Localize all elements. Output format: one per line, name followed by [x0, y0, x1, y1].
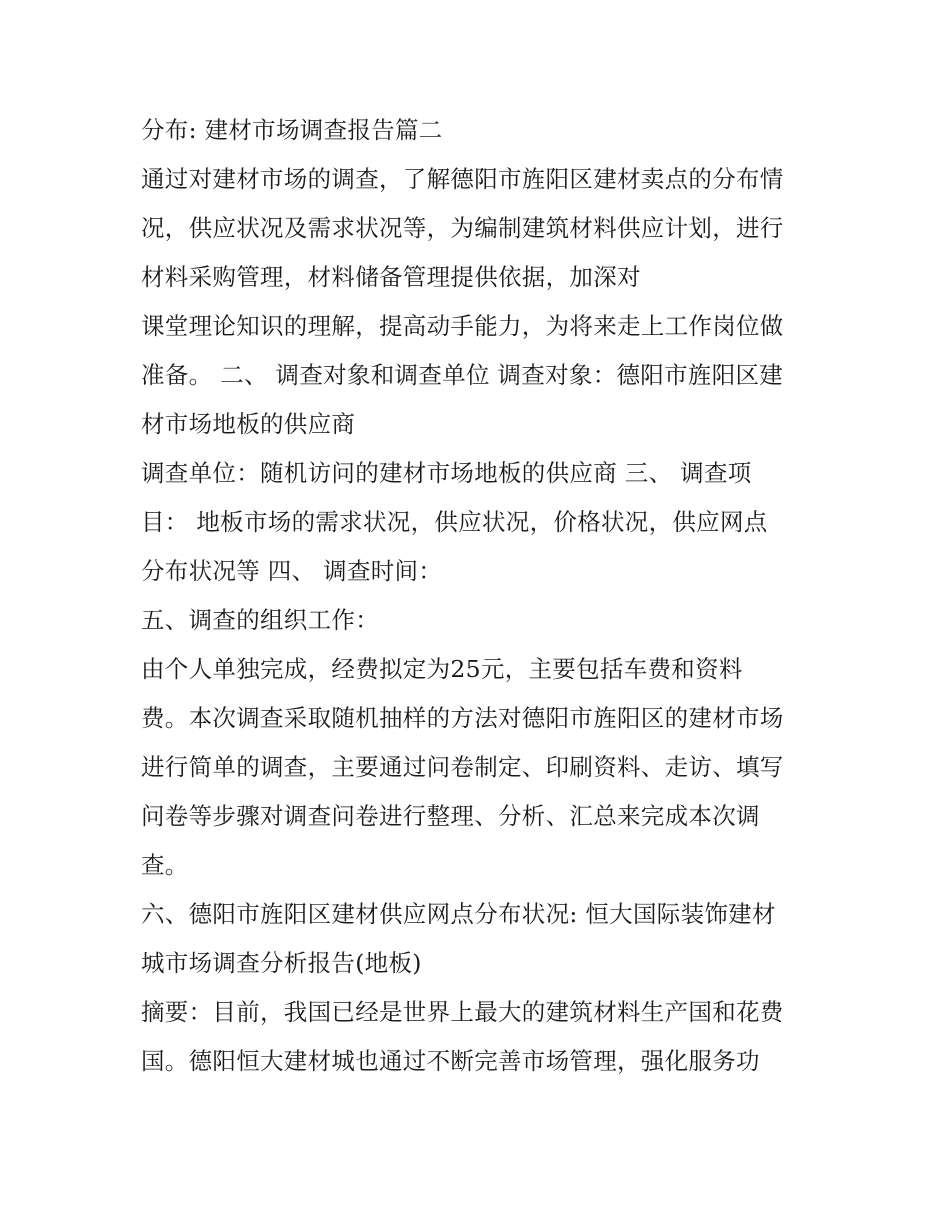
text-line: 查。	[141, 851, 189, 879]
text-line: 目： 地板市场的需求状况，供应状况，价格状况，供应网点	[141, 508, 768, 536]
text-line: 材料采购管理，材料储备管理提供依据，加深对	[141, 263, 641, 291]
text-line: 通过对建材市场的调查，了解德阳市旌阳区建材卖点的分布情	[141, 165, 784, 193]
text-line: 准备。 二、 调查对象和调查单位 调查对象：德阳市旌阳区建	[141, 361, 784, 389]
text-line: 调查单位：随机访问的建材市场地板的供应商 三、 调查项	[141, 459, 752, 487]
text-line: 分布状况等 四、 调查时间：	[141, 557, 443, 585]
text-line: 六、德阳市旌阳区建材供应网点分布状况: 恒大国际装饰建材	[141, 900, 776, 928]
text-line: 国。德阳恒大建材城也通过不断完善市场管理，强化服务功	[141, 1047, 760, 1075]
text-line: 分布: 建材市场调查报告篇二	[141, 116, 443, 144]
text-line: 材市场地板的供应商	[141, 410, 356, 438]
text-line: 由个人单独完成，经费拟定为25元，主要包括车费和资料	[141, 655, 743, 683]
text-line: 问卷等步骤对调查问卷进行整理、分析、汇总来完成本次调	[141, 802, 760, 830]
text-line: 进行简单的调查，主要通过问卷制定、印刷资料、走访、填写	[141, 753, 784, 781]
text-line: 五、调查的组织工作：	[141, 606, 379, 634]
text-line: 城市场调查分析报告(地板)	[141, 949, 422, 977]
text-line: 课堂理论知识的理解，提高动手能力，为将来走上工作岗位做	[141, 312, 784, 340]
text-line: 况，供应状况及需求状况等，为编制建筑材料供应计划，进行	[141, 214, 784, 242]
document-body	[141, 106, 821, 1086]
text-line: 费。本次调查采取随机抽样的方法对德阳市旌阳区的建材市场	[141, 704, 784, 732]
text-line: 摘要：目前，我国已经是世界上最大的建筑材料生产国和花费	[141, 998, 784, 1026]
